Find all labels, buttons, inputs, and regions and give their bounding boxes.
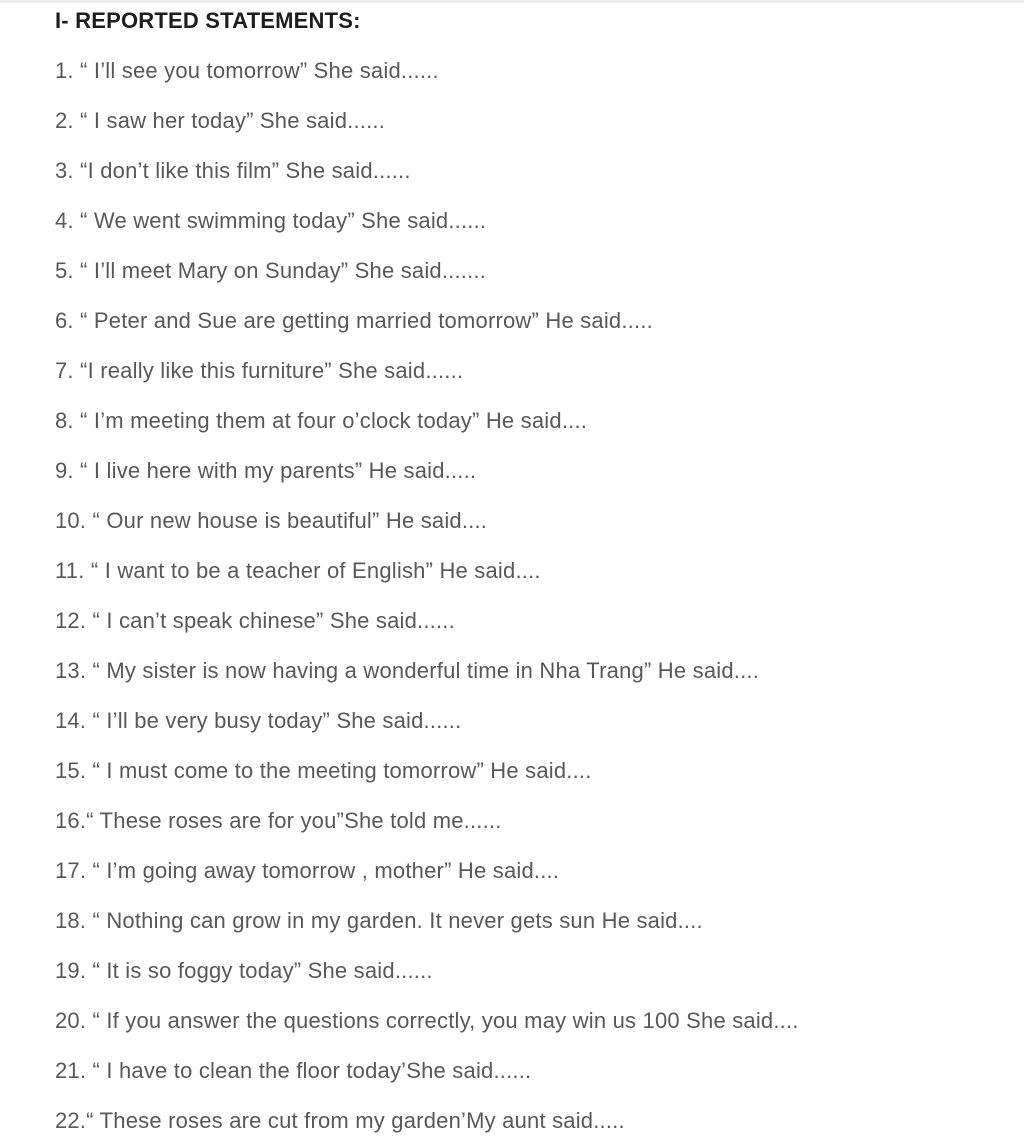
statement-item: 19. “ It is so foggy today” She said...... [55, 958, 433, 983]
statement-item: 5. “ I’ll meet Mary on Sunday” She said....... [55, 258, 487, 283]
statement-item: 17. “ I’m going away tomorrow , mother” He said.... [55, 858, 560, 883]
statement-item: 11. “ I want to be a teacher of English” He said.... [55, 558, 541, 583]
statement-item: 9. “ I live here with my parents” He said..... [55, 458, 477, 483]
statement-item: 21. “ I have to clean the floor today’She said...... [55, 1058, 532, 1083]
statement-item: 4. “ We went swimming today” She said...... [55, 208, 487, 233]
statement-item: 18. “ Nothing can grow in my garden. It never gets sun He said.... [55, 908, 703, 933]
statement-item: 22.“ These roses are cut from my garden’My aunt said..... [55, 1108, 625, 1133]
statement-item: 20. “ If you answer the questions correctly, you may win us 100 She said.... [55, 1008, 799, 1033]
statement-item: 8. “ I’m meeting them at four o’clock today” He said.... [55, 408, 588, 433]
statement-item: 3. “I don’t like this film” She said...... [55, 158, 411, 183]
statement-item: 1. “ I’ll see you tomorrow” She said...... [55, 58, 439, 83]
statement-list [55, 46, 1024, 1146]
statement-item: 2. “ I saw her today” She said...... [55, 108, 386, 133]
statement-item: 10. “ Our new house is beautiful” He said.... [55, 508, 488, 533]
statement-item: 7. “I really like this furniture” She said...... [55, 358, 464, 383]
statement-item: 14. “ I’ll be very busy today” She said...... [55, 708, 462, 733]
section-title: I- REPORTED STATEMENTS: [55, 8, 361, 33]
statement-item: 13. “ My sister is now having a wonderful time in Nha Trang” He said.... [55, 658, 760, 683]
statement-item: 6. “ Peter and Sue are getting married tomorrow” He said..... [55, 308, 653, 333]
statement-item: 15. “ I must come to the meeting tomorrow” He said.... [55, 758, 592, 783]
statement-item: 16.“ These roses are for you”She told me...... [55, 808, 502, 833]
document-page [0, 3, 1024, 1146]
statement-item: 12. “ I can’t speak chinese” She said...... [55, 608, 455, 633]
